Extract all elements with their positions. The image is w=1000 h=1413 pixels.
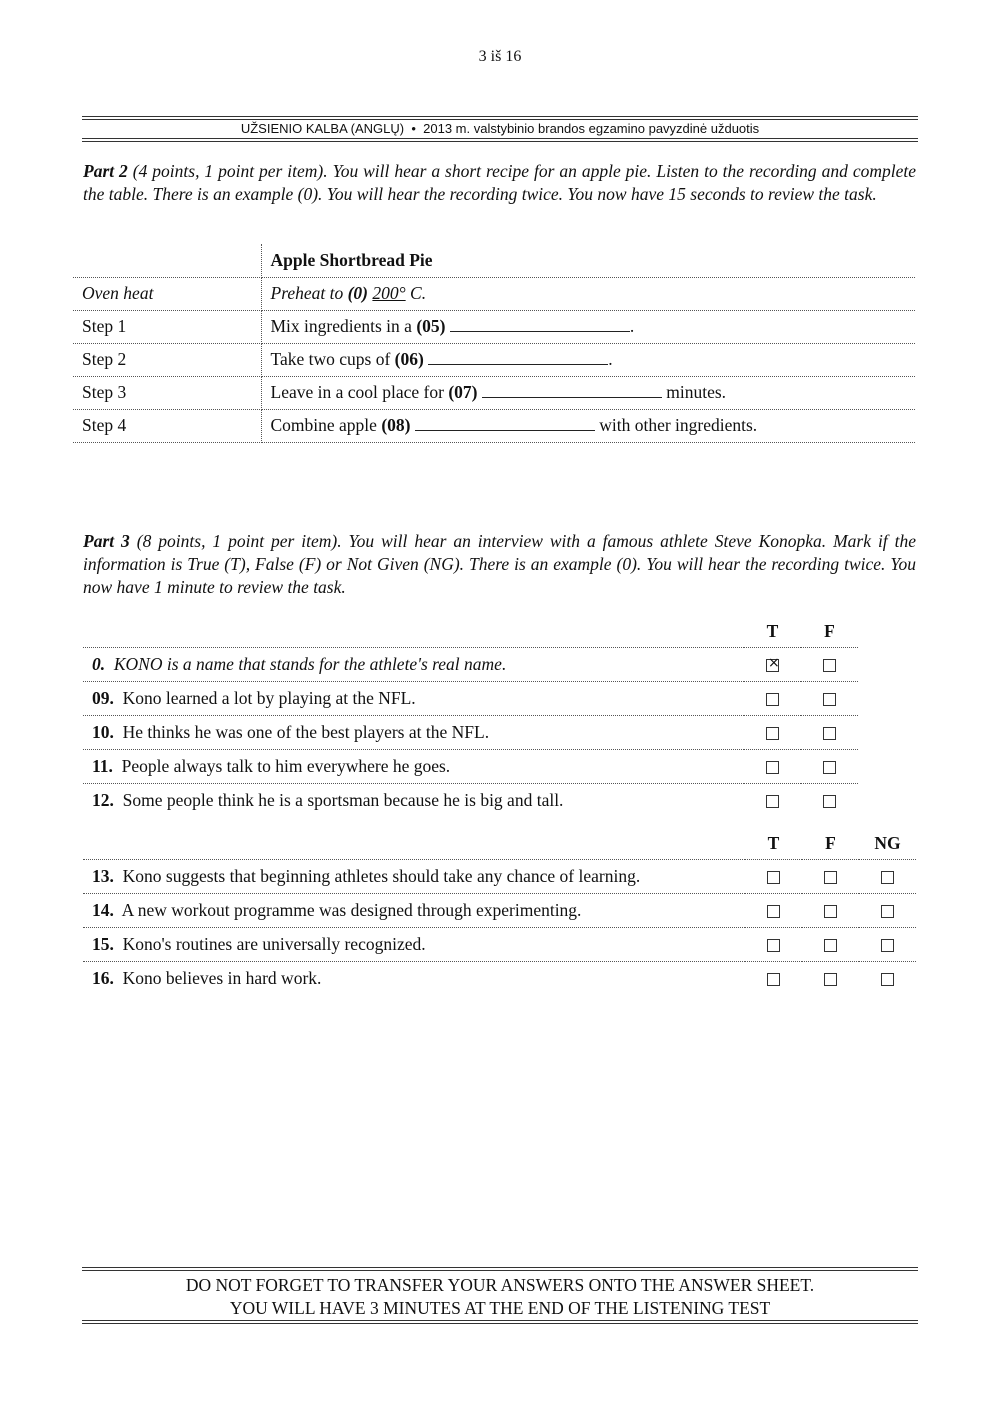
footer-notice bbox=[82, 1267, 918, 1324]
question-number: 14. bbox=[92, 899, 114, 920]
row-text-after: minutes. bbox=[661, 382, 727, 402]
checkbox-f[interactable] bbox=[823, 693, 836, 706]
row-content bbox=[261, 376, 915, 409]
part2-instructions bbox=[83, 160, 916, 206]
row-text-after: . bbox=[629, 316, 635, 336]
question-number: 09. bbox=[92, 687, 114, 708]
checkbox-t[interactable] bbox=[766, 693, 779, 706]
question-row bbox=[83, 681, 858, 715]
checkbox-t[interactable] bbox=[766, 795, 779, 808]
question-text: Kono believes in hard work. bbox=[122, 967, 322, 988]
checkbox-f[interactable] bbox=[823, 761, 836, 774]
item-number: (07) bbox=[448, 382, 478, 402]
row-text-after: with other ingredients. bbox=[594, 415, 758, 435]
table-row bbox=[73, 376, 915, 409]
column-header: T bbox=[744, 617, 801, 647]
table-row bbox=[73, 343, 915, 376]
table-heading: Apple Shortbread Pie bbox=[261, 244, 915, 277]
recipe-table bbox=[73, 244, 915, 443]
checkbox-ng[interactable] bbox=[881, 939, 894, 952]
checkbox-t[interactable] bbox=[767, 973, 780, 986]
example-answer: 200° bbox=[372, 283, 406, 303]
table-row bbox=[73, 409, 915, 442]
question-number: 10. bbox=[92, 721, 114, 742]
row-content bbox=[261, 343, 915, 376]
column-header: F bbox=[801, 617, 858, 647]
row-text: Combine apple bbox=[270, 415, 382, 435]
question-number: 16. bbox=[92, 967, 114, 988]
running-header bbox=[82, 116, 918, 142]
question-text: A new workout programme was designed through experimenting. bbox=[121, 899, 582, 920]
item-number: (08) bbox=[381, 415, 411, 435]
column-header-row bbox=[83, 617, 858, 647]
question-text: Kono suggests that beginning athletes should take any chance of learning. bbox=[122, 865, 641, 886]
page-number: 3 iš 16 bbox=[478, 48, 522, 65]
row-label: Step 1 bbox=[73, 310, 261, 343]
question-number: 12. bbox=[92, 789, 114, 810]
item-number: (06) bbox=[394, 349, 424, 369]
table-row bbox=[73, 277, 915, 310]
part3-instructions bbox=[83, 530, 916, 599]
footer-line-1: DO NOT FORGET TO TRANSFER YOUR ANSWERS ONTO THE ANSWER SHEET. bbox=[185, 1275, 815, 1295]
question-number: 11. bbox=[92, 755, 113, 776]
row-text: Preheat to bbox=[270, 283, 348, 303]
checkbox-f[interactable] bbox=[824, 939, 837, 952]
checkbox-f[interactable] bbox=[823, 795, 836, 808]
question-text: Kono's routines are universally recognized. bbox=[122, 933, 426, 954]
column-header: F bbox=[802, 829, 859, 859]
checkbox-ng[interactable] bbox=[881, 871, 894, 884]
part3-instructions-text: (8 points, 1 point per item). You will hear an interview with a famous athlete Steve Konopka. Mark if the information is True (T), False (F) or Not Given (NG). There is an example (0). You will hear the recording twice. You now have 1 minute to review the task. bbox=[83, 531, 916, 597]
question-row bbox=[83, 715, 858, 749]
checkbox-t[interactable] bbox=[766, 761, 779, 774]
checkbox-f[interactable] bbox=[824, 905, 837, 918]
header-bullet: • bbox=[411, 121, 416, 136]
question-number: 13. bbox=[92, 865, 114, 886]
question-row bbox=[83, 927, 916, 961]
item-number: (0) bbox=[347, 283, 369, 303]
question-row bbox=[83, 749, 858, 783]
tf-table bbox=[83, 617, 858, 817]
question-text: KONO is a name that stands for the athlete's real name. bbox=[113, 653, 507, 674]
item-number: (05) bbox=[416, 316, 446, 336]
header-subject: UŽSIENIO KALBA (ANGLŲ) bbox=[240, 121, 405, 136]
row-content bbox=[261, 409, 915, 442]
row-label: Oven heat bbox=[73, 277, 261, 310]
question-number: 15. bbox=[92, 933, 114, 954]
part3-title: Part 3 bbox=[83, 531, 130, 551]
column-header: NG bbox=[859, 829, 916, 859]
row-text: Leave in a cool place for bbox=[270, 382, 449, 402]
answer-blank[interactable] bbox=[415, 417, 595, 431]
row-label: Step 3 bbox=[73, 376, 261, 409]
table-row bbox=[73, 310, 915, 343]
footer-line-2: YOU WILL HAVE 3 MINUTES AT THE END OF THE LISTENING TEST bbox=[229, 1298, 771, 1318]
question-row bbox=[83, 647, 858, 681]
checkbox-t[interactable] bbox=[767, 871, 780, 884]
checkbox-ng[interactable] bbox=[881, 973, 894, 986]
row-label: Step 4 bbox=[73, 409, 261, 442]
checkbox-f[interactable] bbox=[824, 871, 837, 884]
header-exam: 2013 m. valstybinio brandos egzamino pavyzdinė užduotis bbox=[423, 121, 760, 136]
answer-blank[interactable] bbox=[482, 384, 662, 398]
row-text: Mix ingredients in a bbox=[270, 316, 417, 336]
answer-blank[interactable] bbox=[450, 318, 630, 332]
checkbox-ng[interactable] bbox=[881, 905, 894, 918]
row-content bbox=[261, 310, 915, 343]
question-number: 0. bbox=[92, 653, 106, 674]
part2-instructions-text: (4 points, 1 point per item). You will hear a short recipe for an apple pie. Listen to the recording and complete the table. There is an example (0). You will hear the recording twice. You now have 15 seconds to review the task. bbox=[83, 161, 916, 204]
column-header: T bbox=[745, 829, 802, 859]
row-text-after: . bbox=[608, 349, 613, 369]
question-text: He thinks he was one of the best players at the NFL. bbox=[122, 721, 490, 742]
checkbox-t[interactable] bbox=[767, 905, 780, 918]
question-text: Kono learned a lot by playing at the NFL. bbox=[122, 687, 416, 708]
column-header-row bbox=[83, 829, 916, 859]
checkbox-f[interactable] bbox=[823, 659, 836, 672]
question-text: Some people think he is a sportsman because he is big and tall. bbox=[122, 789, 564, 810]
question-row bbox=[83, 961, 916, 995]
checkbox-f[interactable] bbox=[824, 973, 837, 986]
question-row bbox=[83, 859, 916, 893]
answer-blank[interactable] bbox=[428, 351, 608, 365]
tfng-table bbox=[83, 829, 916, 995]
row-text: Take two cups of bbox=[270, 349, 395, 369]
row-label: Step 2 bbox=[73, 343, 261, 376]
question-row bbox=[83, 893, 916, 927]
checkbox-t[interactable] bbox=[767, 939, 780, 952]
part2-title: Part 2 bbox=[83, 161, 128, 181]
checkbox-f[interactable] bbox=[823, 727, 836, 740]
checkbox-t[interactable] bbox=[766, 659, 779, 672]
checkbox-t[interactable] bbox=[766, 727, 779, 740]
row-text-after: C. bbox=[405, 283, 427, 303]
row-content bbox=[261, 277, 915, 310]
question-row bbox=[83, 783, 858, 817]
question-text: People always talk to him everywhere he goes. bbox=[121, 755, 451, 776]
